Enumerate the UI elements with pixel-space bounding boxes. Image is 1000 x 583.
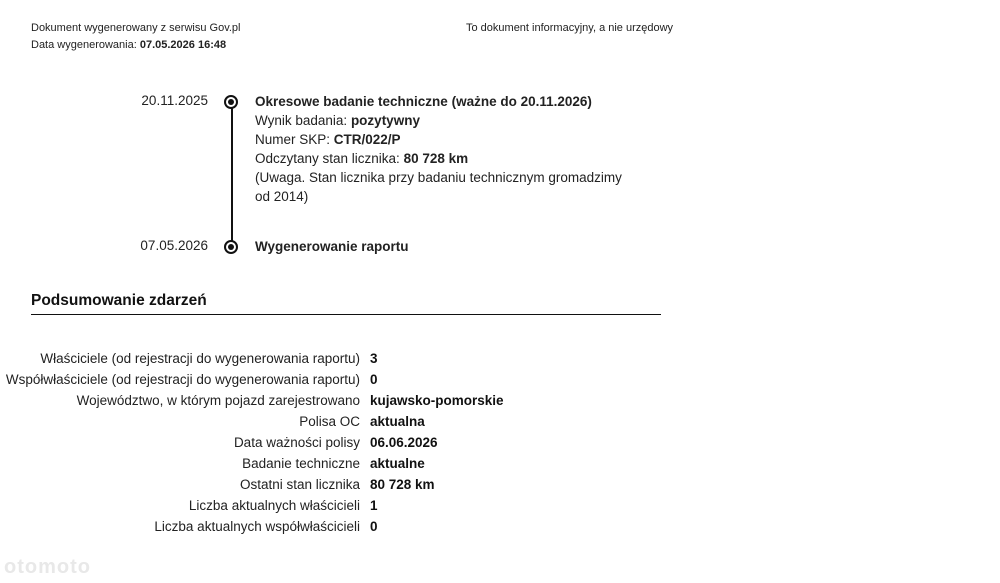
summary-value: aktualna: [370, 414, 425, 429]
summary-key: Polisa OC: [299, 414, 360, 429]
summary-value: 80 728 km: [370, 477, 435, 492]
summary-value: 0: [370, 372, 378, 387]
event-date: 07.05.2026: [140, 238, 208, 253]
timeline-dot-icon: [224, 240, 238, 254]
summary-key: Województwo, w którym pojazd zarejestrowano: [76, 393, 360, 408]
event-report: [255, 237, 635, 256]
events-timeline: [0, 0, 1000, 270]
event-inspection: [255, 92, 635, 206]
summary-value: 0: [370, 519, 378, 534]
inspection-note: (Uwaga. Stan licznika przy badaniu technicznym gromadzimy od 2014): [255, 170, 622, 204]
summary-list: [0, 351, 1000, 540]
inspection-odometer: Odczytany stan licznika: 80 728 km: [255, 151, 469, 166]
generation-date-value: 07.05.2026 16:48: [139, 39, 227, 51]
summary-row: [0, 456, 1000, 472]
summary-key: Właściciele (od rejestracji do wygenerowania raportu): [40, 351, 360, 366]
section-title: Podsumowanie zdarzeń: [31, 292, 207, 309]
summary-row: [0, 351, 1000, 367]
summary-row: [0, 519, 1000, 535]
source-text: Dokument wygenerowany z serwisu Gov.pl: [31, 22, 241, 34]
document-notice: To dokument informacyjny, a nie urzędowy: [466, 22, 674, 34]
summary-key: Współwłaściciele (od rejestracji do wygenerowania raportu): [5, 372, 360, 387]
event-date: 20.11.2025: [141, 93, 208, 108]
summary-row: [0, 414, 1000, 430]
summary-key: Liczba aktualnych współwłaścicieli: [154, 519, 360, 534]
timeline-dot-icon: [224, 95, 238, 109]
summary-row: [0, 477, 1000, 493]
summary-value: 1: [370, 498, 378, 513]
timeline-line: [231, 102, 233, 246]
summary-row: [0, 372, 1000, 388]
summary-key: Ostatni stan licznika: [239, 477, 360, 492]
divider: [31, 314, 661, 315]
generation-date: Data wygenerowania: 07.05.2026 16:48: [31, 39, 227, 51]
summary-key: Data ważności polisy: [233, 435, 360, 450]
inspection-result: Wynik badania: pozytywny: [255, 113, 420, 128]
summary-key: Badanie techniczne: [242, 456, 360, 471]
summary-value: 06.06.2026: [370, 435, 438, 450]
summary-value: aktualne: [370, 456, 425, 471]
event-title: Wygenerowanie raportu: [255, 239, 409, 254]
watermark: otomoto: [4, 556, 91, 578]
inspection-skp: Numer SKP: CTR/022/P: [255, 132, 401, 147]
summary-row: [0, 498, 1000, 514]
summary-value: kujawsko-pomorskie: [370, 393, 504, 408]
event-title: Okresowe badanie techniczne (ważne do 20.11.2026): [255, 94, 592, 109]
summary-row: [0, 435, 1000, 451]
summary-row: [0, 393, 1000, 409]
summary-value: 3: [370, 351, 378, 366]
summary-key: Liczba aktualnych właścicieli: [188, 498, 360, 513]
